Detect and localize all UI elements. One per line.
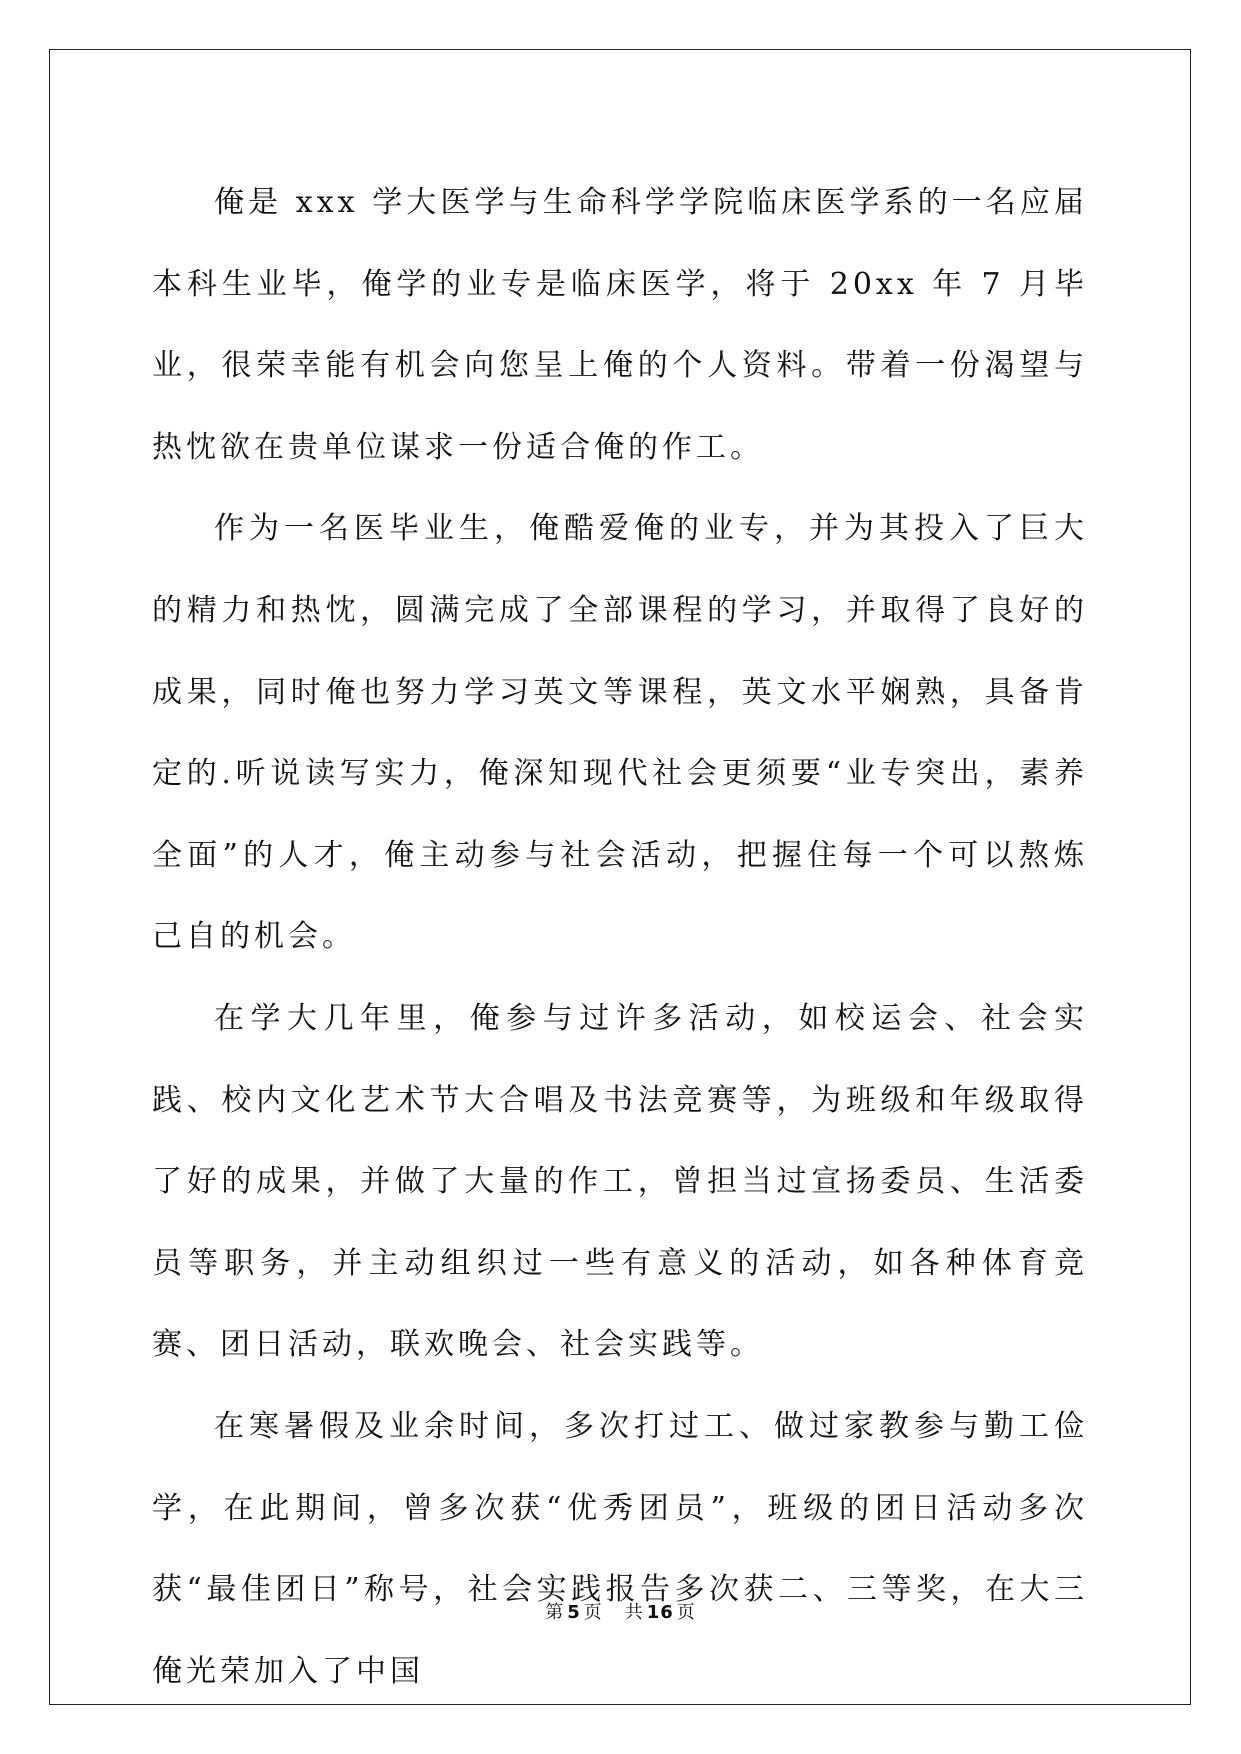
total-suffix: 页 — [676, 1602, 696, 1623]
total-prefix: 共 — [624, 1602, 644, 1623]
paragraph-4: 在寒暑假及业余时间，多次打过工、做过家教参与勤工俭学，在此期间，曾多次获“优秀团员”，班级的团日活动多次获“最佳团日”称号，社会实践报告多次获二、三等奖，在大三俺光荣加入了中国 — [152, 1408, 1088, 1689]
total-pages: 16 — [646, 1602, 674, 1623]
page-suffix: 页 — [583, 1602, 603, 1623]
document-body — [152, 162, 1088, 1712]
page-number: 5 — [567, 1602, 581, 1623]
paragraph-3: 在学大几年里，俺参与过许多活动，如校运会、社会实践、校内文化艺术节大合唱及书法竞赛等，为班级和年级取得了好的成果，并做了大量的作工，曾担当过宣扬委员、生活委员等职务，并主动组织过一些有意义的活动，如各种体育竞赛、团日活动，联欢晚会、社会实践等。 — [152, 1000, 1088, 1363]
paragraph-1: 俺是 xxx 学大医学与生命科学学院临床医学系的一名应届本科生业毕，俺学的业专是临床医学，将于 20xx 年 7 月毕业，很荣幸能有机会向您呈上俺的个人资料。带着一份渴望与热忱欲在贵单位谋求一份适合俺的作工。 — [152, 185, 1088, 465]
page-prefix: 第 — [545, 1602, 565, 1623]
page-footer — [0, 1598, 1241, 1624]
paragraph-2: 作为一名医毕业生，俺酷爱俺的业专，并为其投入了巨大的精力和热忱，圆满完成了全部课程的学习，并取得了良好的成果，同时俺也努力学习英文等课程，英文水平娴熟，具备肯定的.听说读写实力，俺深知现代社会更须要“业专突出，素养全面”的人才，俺主动参与社会活动，把握住每一个可以熬炼己自的机会。 — [152, 511, 1088, 955]
